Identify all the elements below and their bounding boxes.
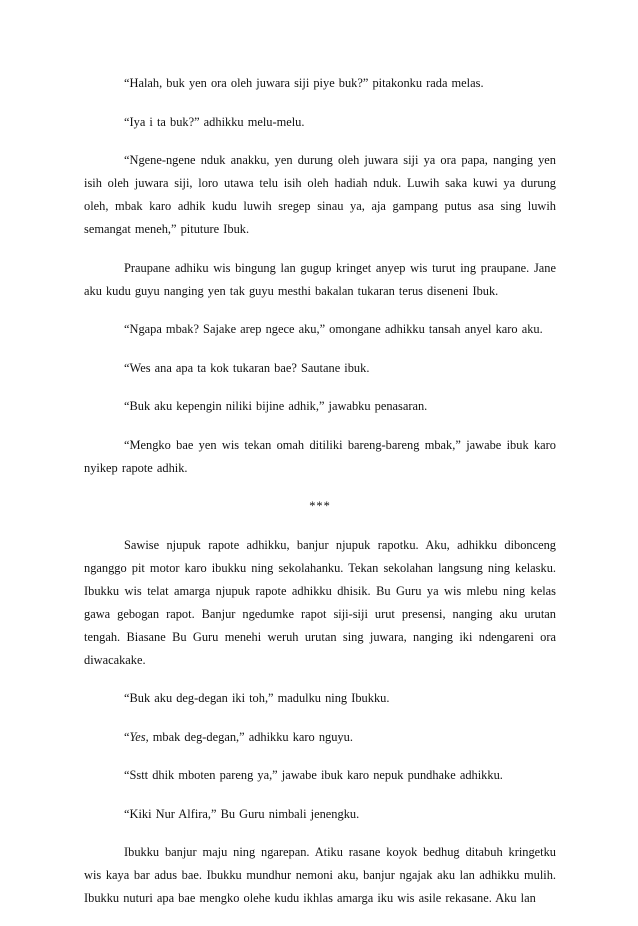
paragraph: “Sstt dhik mboten pareng ya,” jawabe ibuk karo nepuk pundhake adhikku.	[124, 768, 503, 782]
paragraph: “Kiki Nur Alfira,” Bu Guru nimbali jenengku.	[124, 806, 360, 821]
paragraph: “Iya i ta buk?” adhikku melu-melu.	[124, 114, 305, 129]
paragraph: “Mengko bae yen wis tekan omah ditiliki bareng-bareng mbak,” jawabe ibuk karo nyikep rapote adhik.	[84, 437, 556, 475]
paragraph: “Wes ana apa ta kok tukaran bae? Sautane ibuk.	[124, 360, 370, 375]
paragraph: “Buk aku kepengin niliki bijine adhik,” jawabku penasaran.	[124, 399, 428, 413]
paragraph-rest: mbak deg-degan,” adhikku karo nguyu.	[148, 729, 353, 744]
paragraph: “Ngapa mbak? Sajake arep ngece aku,” omongane adhikku tansah anyel karo aku.	[124, 322, 543, 336]
paragraph: Sawise njupuk rapote adhikku, banjur njupuk rapotku. Aku, adhikku dibonceng nganggo pit motor karo ibukku ning sekolahanku. Tekan sekolahan langsung ning kelasku. Ibukku wis telat amarga njupuk rapote adhikku dhisik. Bu Guru ya wis mlebu ning kelas gawa gebogan rapot. Banjur ngedumke rapot siji-siji urut presensi, nanging aku urutan tengah. Biasane Bu Guru menehi weruh urutan sing juwara, nanging iki ndengareni ora diwacakake.	[84, 537, 556, 667]
section-separator: ***	[309, 499, 331, 513]
paragraph: “Buk aku deg-degan iki toh,” madulku ning Ibukku.	[124, 691, 390, 705]
quote-open: “	[124, 729, 130, 744]
italic-word: Yes,	[129, 729, 149, 744]
paragraph: “Halah, buk yen ora oleh juwara siji piye buk?” pitakonku rada melas.	[124, 76, 484, 90]
paragraph: Ibukku banjur maju ning ngarepan. Atiku rasane koyok bedhug ditabuh kringetku wis kaya bar adus bae. Ibukku mundhur nemoni aku, banjur ngajak aku lan adhikku mulih. Ibukku nuturi apa bae mengko olehe kudu ikhlas amarga iku wis asile rekasane. Aku lan	[84, 845, 556, 905]
paragraph-yes	[84, 726, 556, 749]
story-text	[84, 72, 556, 926]
paragraph: Praupane adhiku wis bingung lan gugup kringet anyep wis turut ing praupane. Jane aku kudu guyu nanging yen tak guyu mesthi bakalan tukaran terus diseneni Ibuk.	[84, 260, 556, 298]
paragraph: “Ngene-ngene nduk anakku, yen durung oleh juwara siji ya ora papa, nanging yen isih oleh juwara siji, loro utawa telu isih oleh hadiah nduk. Luwih saka kuwi ya durung oleh, mbak karo adhik kudu luwih sregep sinau ya, aja gampang putus asa sing luwih semangat meneh,” pituture Ibuk.	[84, 153, 556, 236]
